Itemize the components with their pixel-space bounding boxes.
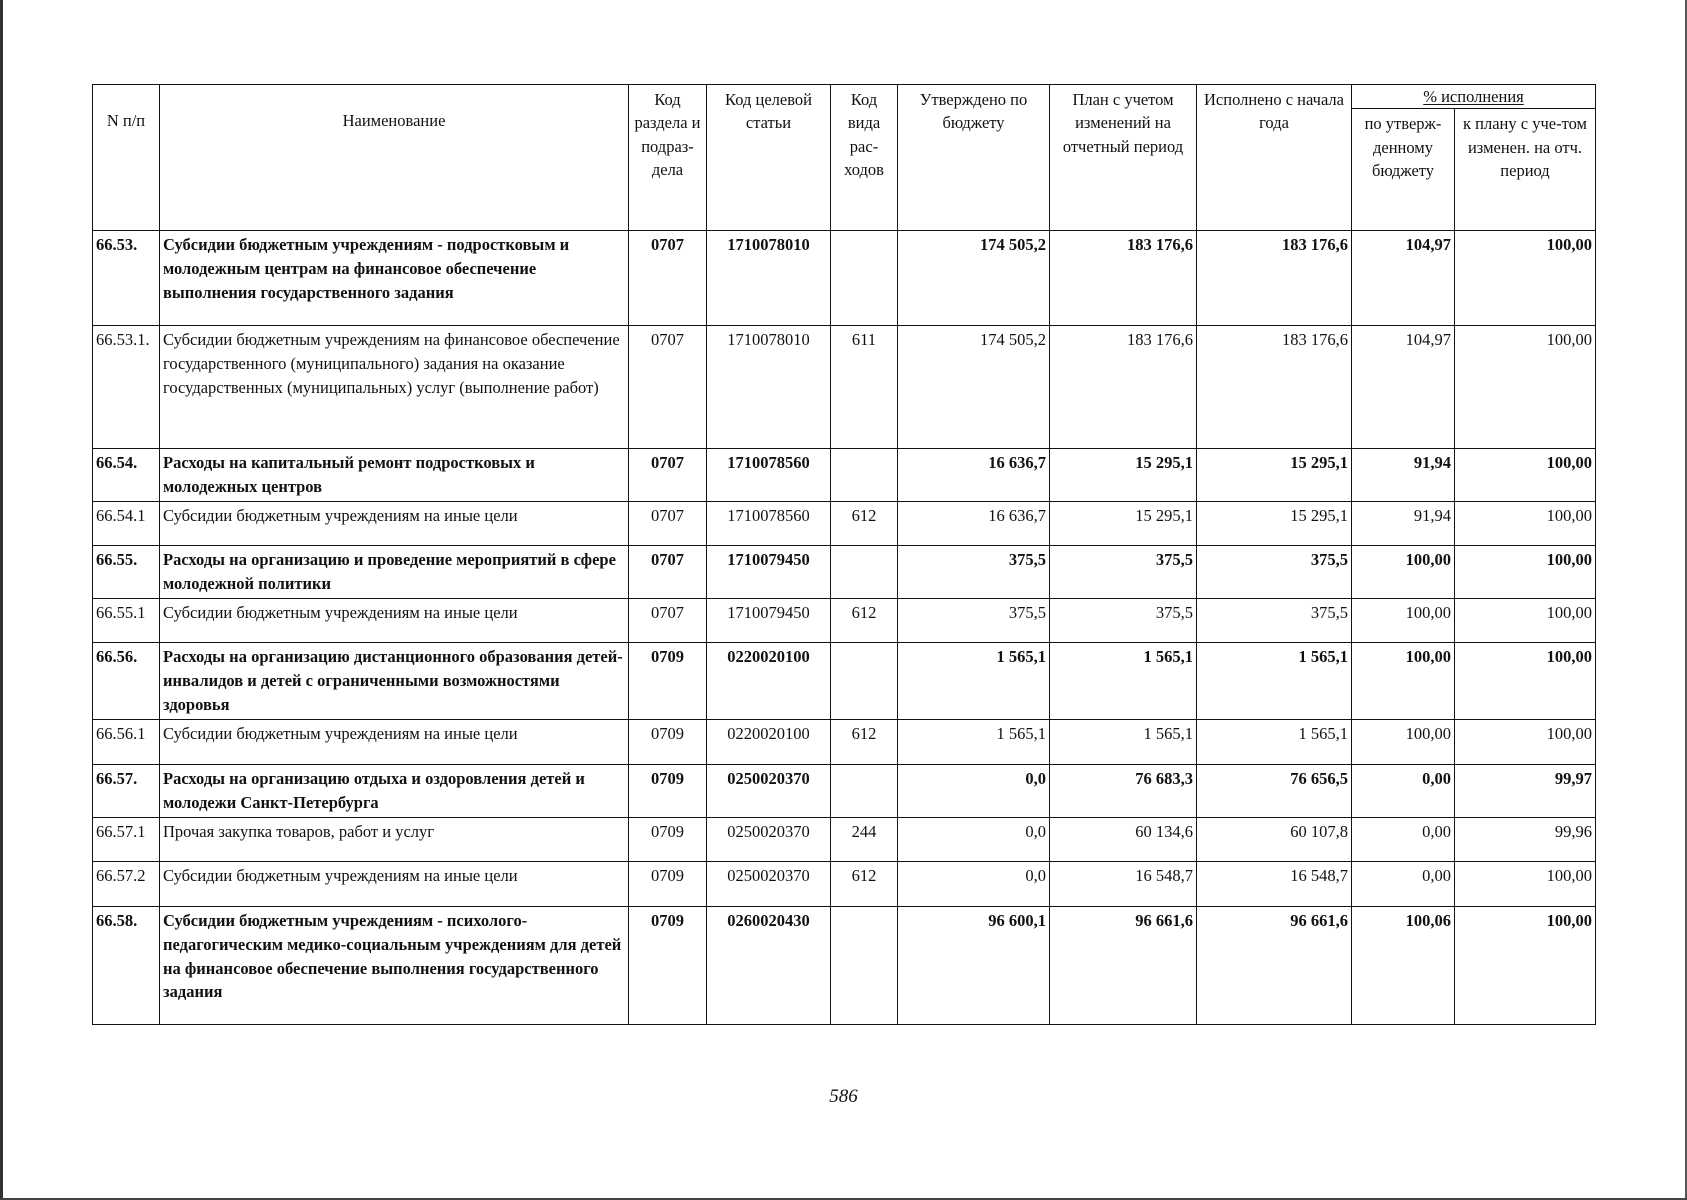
cell-name: Субсидии бюджетным учреждениям на иные цели [160, 502, 629, 546]
cell-executed: 183 176,6 [1197, 231, 1352, 326]
cell-plan: 1 565,1 [1050, 643, 1197, 720]
cell-plan: 375,5 [1050, 599, 1197, 643]
cell-vid: 612 [831, 599, 898, 643]
cell-name: Прочая закупка товаров, работ и услуг [160, 817, 629, 861]
cell-vid [831, 546, 898, 599]
cell-plan: 15 295,1 [1050, 449, 1197, 502]
cell-pct-plan: 100,00 [1455, 861, 1596, 906]
cell-razdel: 0707 [629, 326, 707, 449]
cell-pct-budget: 0,00 [1352, 817, 1455, 861]
cell-pct-plan: 100,00 [1455, 546, 1596, 599]
cell-plan: 60 134,6 [1050, 817, 1197, 861]
cell-target: 0220020100 [707, 719, 831, 764]
header-approved: Утверждено по бюджету [898, 85, 1050, 231]
cell-name: Расходы на организацию и проведение мероприятий в сфере молодежной политики [160, 546, 629, 599]
cell-pct-budget: 104,97 [1352, 231, 1455, 326]
cell-name: Субсидии бюджетным учреждениям - психолого-педагогическим медико-социальным учреждениям для детей на финансовое обеспечение выполнения государственного задания [160, 906, 629, 1024]
cell-razdel: 0707 [629, 546, 707, 599]
cell-executed: 1 565,1 [1197, 719, 1352, 764]
cell-pct-budget: 91,94 [1352, 502, 1455, 546]
header-pct-plan: к плану с уче-том изменен. на отч. период [1455, 109, 1596, 231]
scan-left-edge [0, 0, 3, 1200]
cell-executed: 60 107,8 [1197, 817, 1352, 861]
table-body [93, 231, 1596, 1024]
cell-pct-plan: 99,96 [1455, 817, 1596, 861]
cell-pct-plan: 100,00 [1455, 231, 1596, 326]
cell-approved: 1 565,1 [898, 719, 1050, 764]
cell-target: 1710078010 [707, 326, 831, 449]
cell-pct-budget: 91,94 [1352, 449, 1455, 502]
cell-approved: 174 505,2 [898, 326, 1050, 449]
cell-vid [831, 906, 898, 1024]
cell-approved: 0,0 [898, 861, 1050, 906]
cell-name: Субсидии бюджетным учреждениям на финансовое обеспечение государственного (муниципального) задания на оказание государственных (муниципальных) услуг (выполнение работ) [160, 326, 629, 449]
cell-nn: 66.56. [93, 643, 160, 720]
cell-approved: 96 600,1 [898, 906, 1050, 1024]
cell-vid [831, 764, 898, 817]
header-razdel-code: Код раздела и подраз-дела [629, 85, 707, 231]
cell-approved: 0,0 [898, 764, 1050, 817]
cell-plan: 96 661,6 [1050, 906, 1197, 1024]
header-pct-budget: по утверж-денному бюджету [1352, 109, 1455, 231]
cell-razdel: 0709 [629, 764, 707, 817]
cell-nn: 66.55. [93, 546, 160, 599]
cell-nn: 66.53. [93, 231, 160, 326]
cell-pct-plan: 100,00 [1455, 599, 1596, 643]
cell-razdel: 0707 [629, 449, 707, 502]
cell-nn: 66.54.1 [93, 502, 160, 546]
cell-razdel: 0707 [629, 599, 707, 643]
cell-executed: 375,5 [1197, 546, 1352, 599]
cell-name: Расходы на организацию дистанционного образования детей-инвалидов и детей с ограниченными возможностями здоровья [160, 643, 629, 720]
cell-executed: 375,5 [1197, 599, 1352, 643]
table-row [93, 817, 1596, 861]
cell-approved: 16 636,7 [898, 449, 1050, 502]
cell-plan: 76 683,3 [1050, 764, 1197, 817]
table-row [93, 449, 1596, 502]
cell-executed: 15 295,1 [1197, 449, 1352, 502]
cell-pct-plan: 100,00 [1455, 326, 1596, 449]
cell-pct-budget: 0,00 [1352, 764, 1455, 817]
cell-executed: 76 656,5 [1197, 764, 1352, 817]
cell-pct-budget: 100,00 [1352, 719, 1455, 764]
cell-nn: 66.56.1 [93, 719, 160, 764]
cell-target: 1710078560 [707, 502, 831, 546]
cell-target: 1710078010 [707, 231, 831, 326]
cell-approved: 0,0 [898, 817, 1050, 861]
cell-pct-budget: 104,97 [1352, 326, 1455, 449]
cell-target: 0250020370 [707, 817, 831, 861]
table-row [93, 546, 1596, 599]
table-row [93, 231, 1596, 326]
cell-pct-plan: 100,00 [1455, 719, 1596, 764]
header-target-code: Код целевой статьи [707, 85, 831, 231]
cell-executed: 183 176,6 [1197, 326, 1352, 449]
cell-nn: 66.54. [93, 449, 160, 502]
budget-execution-table [92, 84, 1596, 1025]
cell-executed: 16 548,7 [1197, 861, 1352, 906]
cell-pct-budget: 100,00 [1352, 599, 1455, 643]
table-row [93, 861, 1596, 906]
cell-target: 0220020100 [707, 643, 831, 720]
cell-razdel: 0709 [629, 643, 707, 720]
cell-vid [831, 231, 898, 326]
cell-name: Расходы на организацию отдыха и оздоровления детей и молодежи Санкт-Петербурга [160, 764, 629, 817]
cell-executed: 1 565,1 [1197, 643, 1352, 720]
cell-approved: 1 565,1 [898, 643, 1050, 720]
cell-executed: 15 295,1 [1197, 502, 1352, 546]
cell-razdel: 0709 [629, 906, 707, 1024]
cell-plan: 375,5 [1050, 546, 1197, 599]
cell-vid: 612 [831, 861, 898, 906]
header-plan: План с учетом изменений на отчетный период [1050, 85, 1197, 231]
table-row [93, 326, 1596, 449]
cell-name: Субсидии бюджетным учреждениям на иные цели [160, 599, 629, 643]
cell-name: Субсидии бюджетным учреждениям на иные цели [160, 861, 629, 906]
cell-target: 1710079450 [707, 599, 831, 643]
cell-vid: 611 [831, 326, 898, 449]
cell-pct-plan: 99,97 [1455, 764, 1596, 817]
table-row [93, 502, 1596, 546]
cell-plan: 183 176,6 [1050, 231, 1197, 326]
cell-pct-budget: 0,00 [1352, 861, 1455, 906]
header-name: Наименование [160, 85, 629, 231]
cell-razdel: 0709 [629, 817, 707, 861]
cell-target: 1710079450 [707, 546, 831, 599]
cell-pct-plan: 100,00 [1455, 449, 1596, 502]
table-row [93, 719, 1596, 764]
cell-pct-budget: 100,06 [1352, 906, 1455, 1024]
cell-pct-budget: 100,00 [1352, 643, 1455, 720]
cell-approved: 16 636,7 [898, 502, 1050, 546]
header-expense-type-code: Код вида рас-ходов [831, 85, 898, 231]
cell-name: Субсидии бюджетным учреждениям на иные цели [160, 719, 629, 764]
cell-plan: 15 295,1 [1050, 502, 1197, 546]
cell-vid [831, 643, 898, 720]
cell-nn: 66.57.2 [93, 861, 160, 906]
cell-pct-plan: 100,00 [1455, 502, 1596, 546]
header-pct-group-label: % исполнения [1423, 87, 1524, 106]
table-row [93, 599, 1596, 643]
cell-razdel: 0707 [629, 231, 707, 326]
cell-vid: 612 [831, 719, 898, 764]
cell-pct-budget: 100,00 [1352, 546, 1455, 599]
cell-nn: 66.57. [93, 764, 160, 817]
cell-name: Субсидии бюджетным учреждениям - подростковым и молодежным центрам на финансовое обеспечение выполнения государственного задания [160, 231, 629, 326]
cell-razdel: 0707 [629, 502, 707, 546]
table-row [93, 764, 1596, 817]
cell-target: 0250020370 [707, 861, 831, 906]
header-executed: Исполнено с начала года [1197, 85, 1352, 231]
cell-razdel: 0709 [629, 719, 707, 764]
cell-pct-plan: 100,00 [1455, 643, 1596, 720]
header-pct-group [1352, 85, 1596, 109]
cell-approved: 174 505,2 [898, 231, 1050, 326]
table-row [93, 906, 1596, 1024]
cell-nn: 66.57.1 [93, 817, 160, 861]
cell-approved: 375,5 [898, 599, 1050, 643]
cell-plan: 16 548,7 [1050, 861, 1197, 906]
cell-razdel: 0709 [629, 861, 707, 906]
header-nn: N п/п [93, 85, 160, 231]
cell-target: 0260020430 [707, 906, 831, 1024]
cell-approved: 375,5 [898, 546, 1050, 599]
table-row [93, 643, 1596, 720]
cell-pct-plan: 100,00 [1455, 906, 1596, 1024]
cell-vid: 244 [831, 817, 898, 861]
cell-target: 0250020370 [707, 764, 831, 817]
cell-vid: 612 [831, 502, 898, 546]
table-header [93, 85, 1596, 231]
cell-target: 1710078560 [707, 449, 831, 502]
cell-plan: 1 565,1 [1050, 719, 1197, 764]
page-number: 586 [829, 1086, 858, 1107]
cell-name: Расходы на капитальный ремонт подростковых и молодежных центров [160, 449, 629, 502]
cell-executed: 96 661,6 [1197, 906, 1352, 1024]
cell-nn: 66.53.1. [93, 326, 160, 449]
cell-nn: 66.55.1 [93, 599, 160, 643]
cell-vid [831, 449, 898, 502]
cell-plan: 183 176,6 [1050, 326, 1197, 449]
cell-nn: 66.58. [93, 906, 160, 1024]
